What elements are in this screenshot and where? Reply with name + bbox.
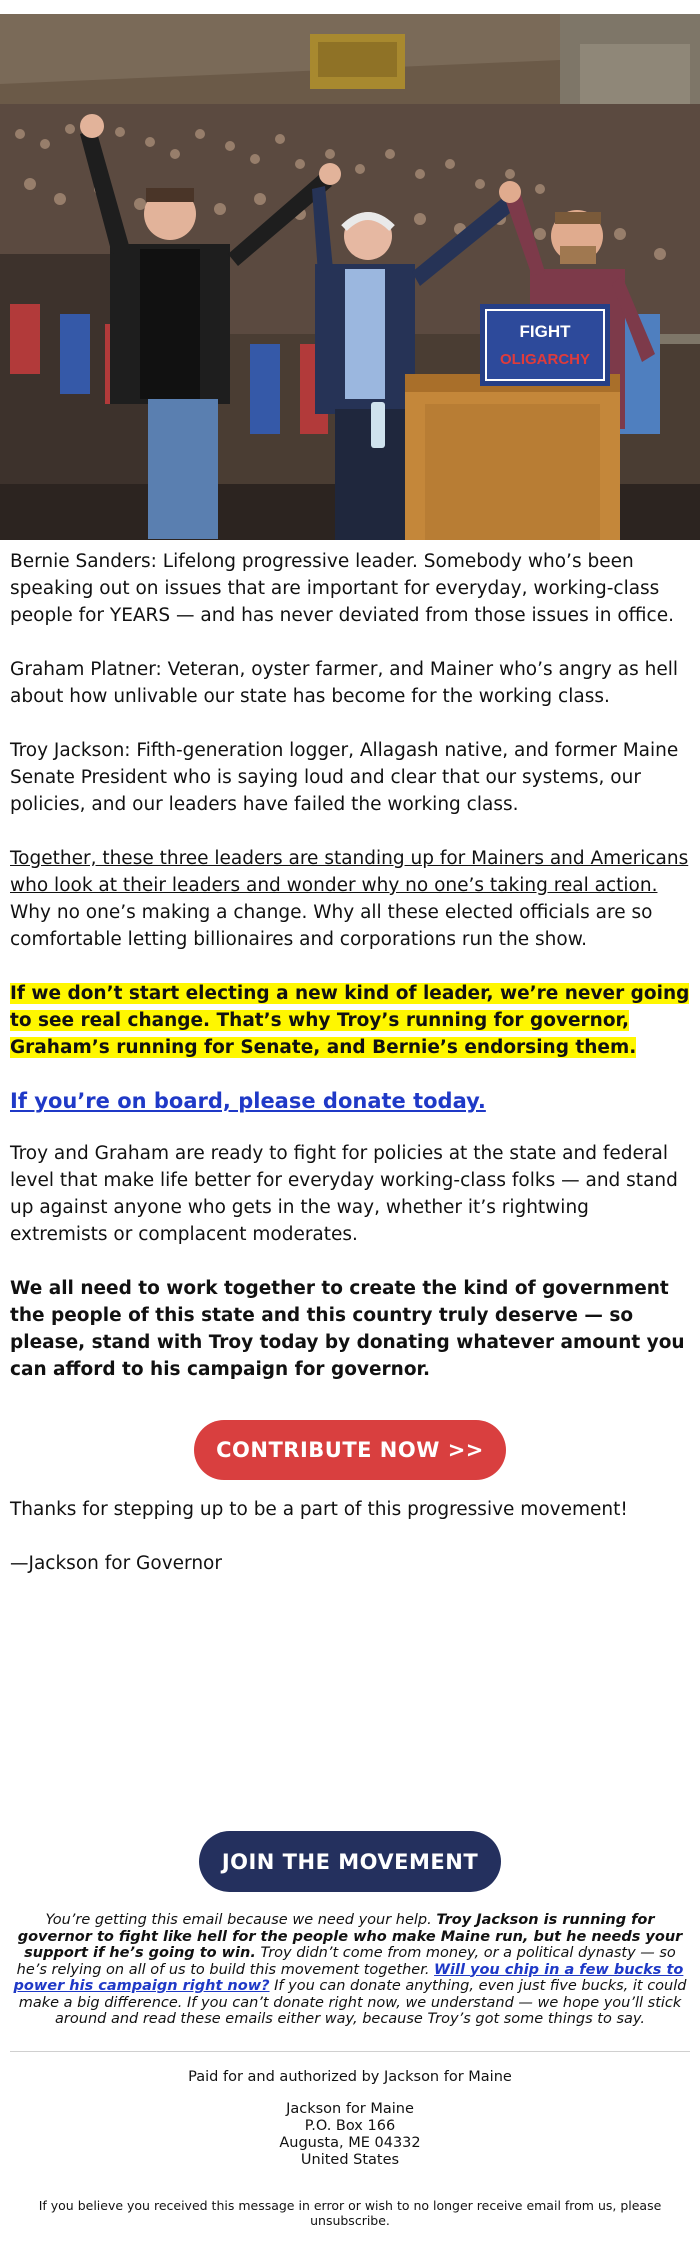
donate-today-link[interactable]: If you’re on board, please donate today. xyxy=(10,1089,486,1113)
hero-photo xyxy=(0,14,700,540)
donate-paragraph xyxy=(10,1088,690,1116)
email-body xyxy=(10,548,690,1410)
svg-text:FIGHT: FIGHT xyxy=(519,322,571,341)
footer-divider xyxy=(10,2051,690,2052)
footer-note-c: Troy didn’t come from money, or a political dynasty — so he’s relying on all of us to build this movement together. xyxy=(16,1945,676,1978)
join-the-movement-button[interactable]: JOIN THE MOVEMENT xyxy=(199,1831,501,1892)
fight-paragraph: Troy and Graham are ready to fight for policies at the state and federal level that make life better for everyday working-class folks — and stand up against anyone who gets in the way, whether it’s rightwing extremists or complacent moderates. xyxy=(10,1143,678,1245)
highlight-paragraph xyxy=(10,980,690,1061)
address-name: Jackson for Maine xyxy=(286,2101,414,2117)
footer-note xyxy=(10,1912,690,2028)
thanks-text: Thanks for stepping up to be a part of this progressive movement! xyxy=(10,1499,628,1520)
footer-note-bold: Troy Jackson is running for governor to fight like hell for the people who make Maine run, but he needs your support if he’s going to win. xyxy=(17,1912,683,1961)
graham-paragraph: Graham Platner: Veteran, oyster farmer, and Mainer who’s angry as hell about how unlivable our state has become for the working class. xyxy=(10,659,678,707)
chip-in-link[interactable]: Will you chip in a few bucks to power his campaign right now? xyxy=(13,1961,684,1994)
footer-note-d: If you can donate anything, even just five bucks, it could make a big difference. If you can’t donate right now, we understand — we hope you’ll stick around and read these emails either way, because Troy’s got some things to say. xyxy=(18,1978,687,2027)
together-rest-text: Why no one’s making a change. Why all these elected officials are so comfortable letting billionaires and corporations run the show. xyxy=(10,902,653,950)
address-city: Augusta, ME 04332 xyxy=(279,2135,421,2151)
mailing-address xyxy=(0,2101,700,2169)
rally-photo-illustration xyxy=(0,14,700,540)
troy-paragraph: Troy Jackson: Fifth-generation logger, Allagash native, and former Maine Senate President who is saying loud and clear that our systems, our policies, and our leaders have failed the working class. xyxy=(10,740,679,815)
together-bold-paragraph: We all need to work together to create the kind of government the people of this state and this country truly deserve — so please, stand with Troy today by donating whatever amount you can afford to his campaign for governor. xyxy=(10,1278,685,1380)
address-po-box: P.O. Box 166 xyxy=(304,2118,396,2134)
bernie-paragraph: Bernie Sanders: Lifelong progressive leader. Somebody who’s been speaking out on issues that are important for everyday, working-class people for YEARS — and has never deviated from those issues in office. xyxy=(10,551,674,626)
svg-text:OLIGARCHY: OLIGARCHY xyxy=(500,351,590,368)
together-paragraph xyxy=(10,845,690,953)
highlighted-text: If we don’t start electing a new kind of leader, we’re never going to see real change. That’s why Troy’s running for governor, Graham’s running for Senate, and Bernie’s endorsing them. xyxy=(10,983,690,1058)
unsubscribe-text[interactable]: If you believe you received this message in error or wish to no longer receive email from us, please unsubscribe. xyxy=(38,2198,662,2228)
footer-note-a: You’re getting this email because we need your help. xyxy=(45,1912,437,1928)
together-underlined-text: Together, these three leaders are standing up for Mainers and Americans who look at their leaders and wonder why no one’s taking real action. xyxy=(10,848,689,896)
signoff-text: —Jackson for Governor xyxy=(10,1553,222,1574)
contribute-now-button[interactable]: CONTRIBUTE NOW >> xyxy=(194,1420,506,1480)
address-country: United States xyxy=(300,2152,400,2168)
paid-for-text: Paid for and authorized by Jackson for Maine xyxy=(188,2069,512,2085)
